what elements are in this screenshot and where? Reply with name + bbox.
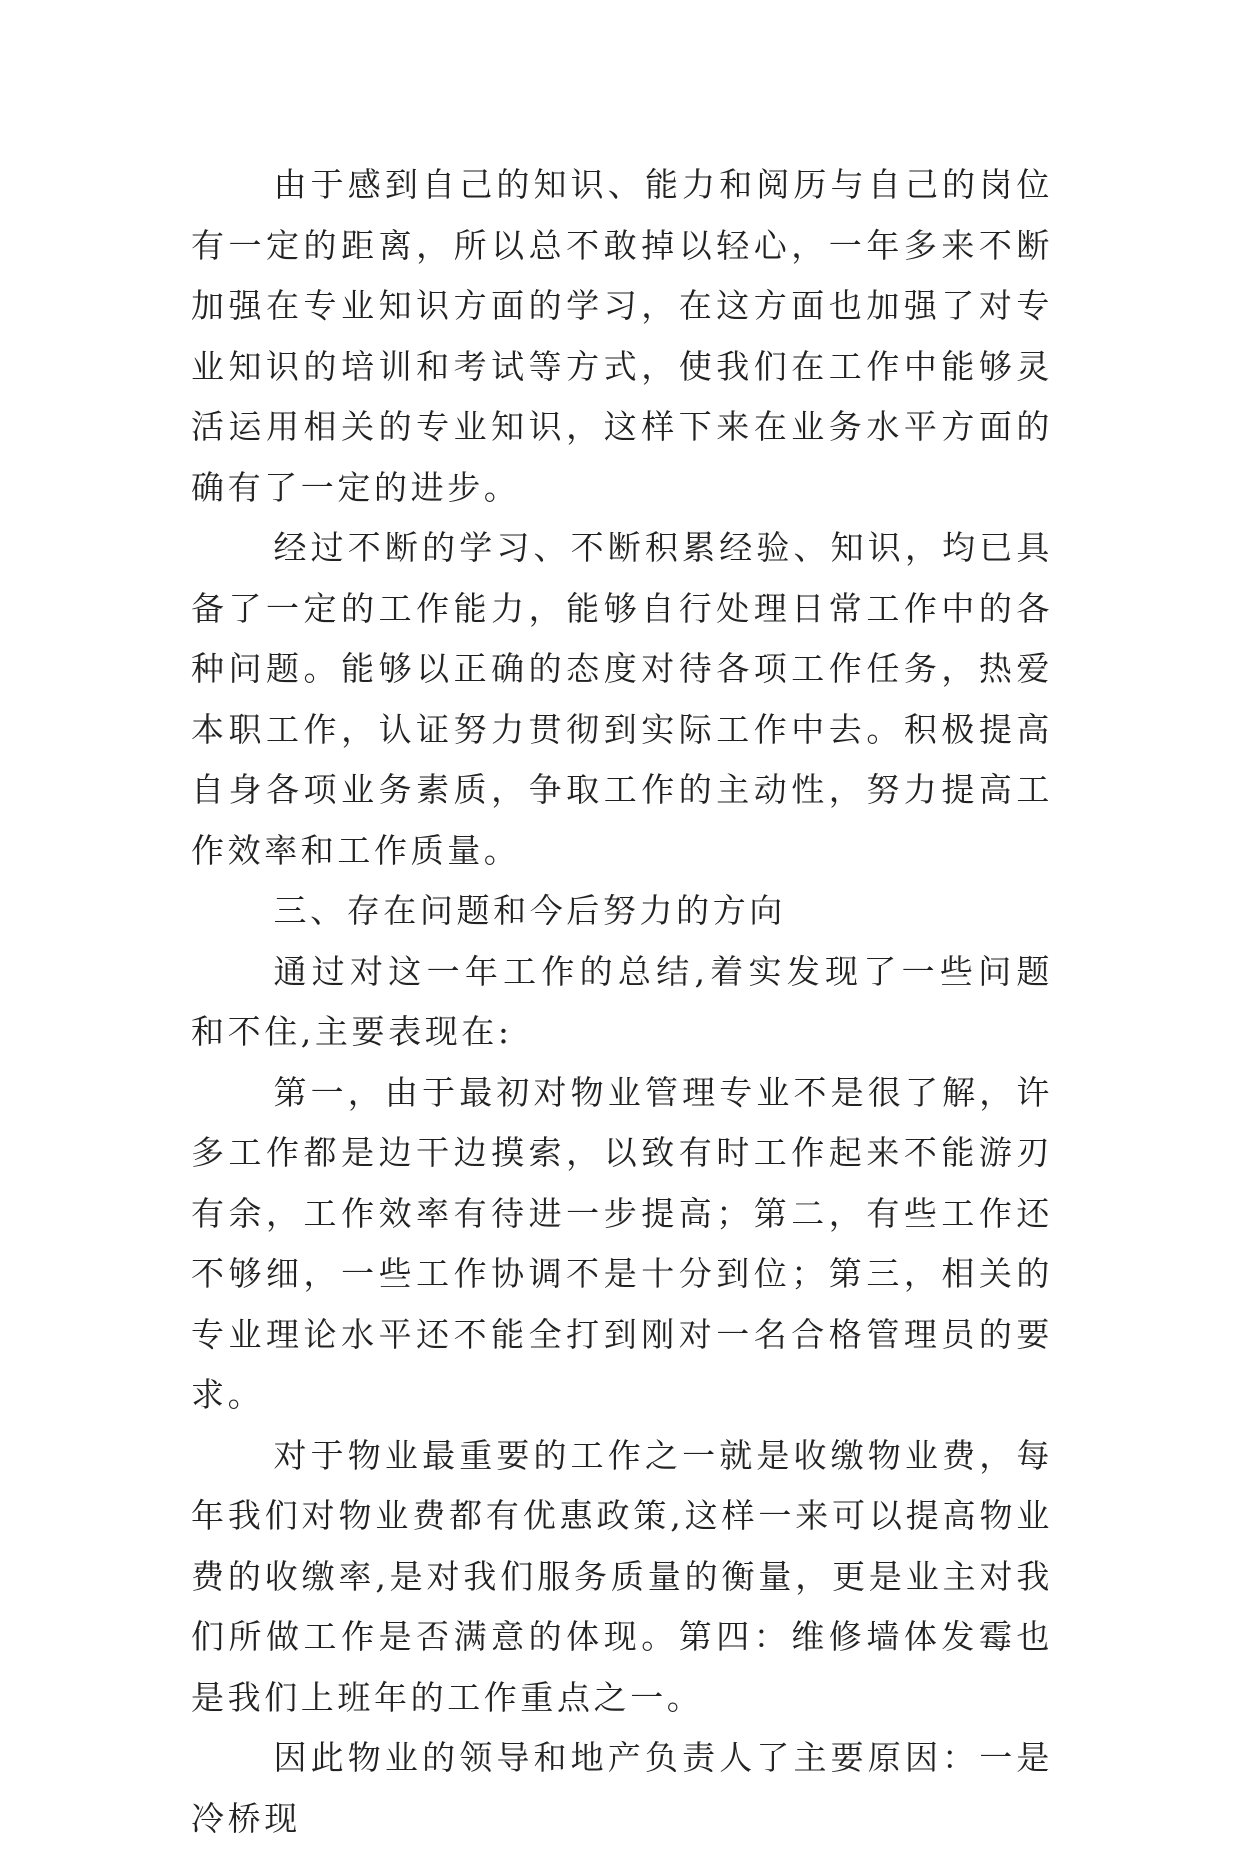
paragraph-cause: 因此物业的领导和地产负责人了主要原因：一是冷桥现 (191, 1738, 1053, 1838)
section-heading-problems: 三、存在问题和今后努力的方向 (273, 891, 786, 930)
paragraph-problem-list: 第一，由于最初对物业管理专业不是很了解，许多工作都是边干边摸索，以致有时工作起来不能游刃有余，工作效率有待进一步提高；第二，有些工作还不够细，一些工作协调不是十分到位；第三，相关的专业理论水平还不能全打到刚对一名合格管理员的要求。 (191, 1072, 1053, 1414)
paragraph-property-fee: 对于物业最重要的工作之一就是收缴物业费，每年我们对物业费都有优惠政策,这样一来可以提高物业费的收缴率,是对我们服务质量的衡量，更是业主对我们所做工作是否满意的体现。第四：维修墙体发霉也是我们上班年的工作重点之一。 (191, 1435, 1053, 1717)
paragraph-study: 由于感到自己的知识、能力和阅历与自己的岗位有一定的距离，所以总不敢掉以轻心，一年多来不断加强在专业知识方面的学习，在这方面也加强了对专业知识的培训和考试等方式，使我们在工作中能够灵活运用相关的专业知识，这样下来在业务水平方面的确有了一定的进步。 (191, 165, 1053, 507)
paragraph-summary-intro: 通过对这一年工作的总结,着实发现了一些问题和不住,主要表现在: (191, 951, 1053, 1051)
paragraph-ability: 经过不断的学习、不断积累经验、知识，均已具备了一定的工作能力，能够自行处理日常工作中的各种问题。能够以正确的态度对待各项工作任务，热爱本职工作，认证努力贯彻到实际工作中去。积极提高自身各项业务素质，争取工作的主动性，努力提高工作效率和工作质量。 (191, 528, 1053, 870)
document-body (191, 155, 1053, 1849)
